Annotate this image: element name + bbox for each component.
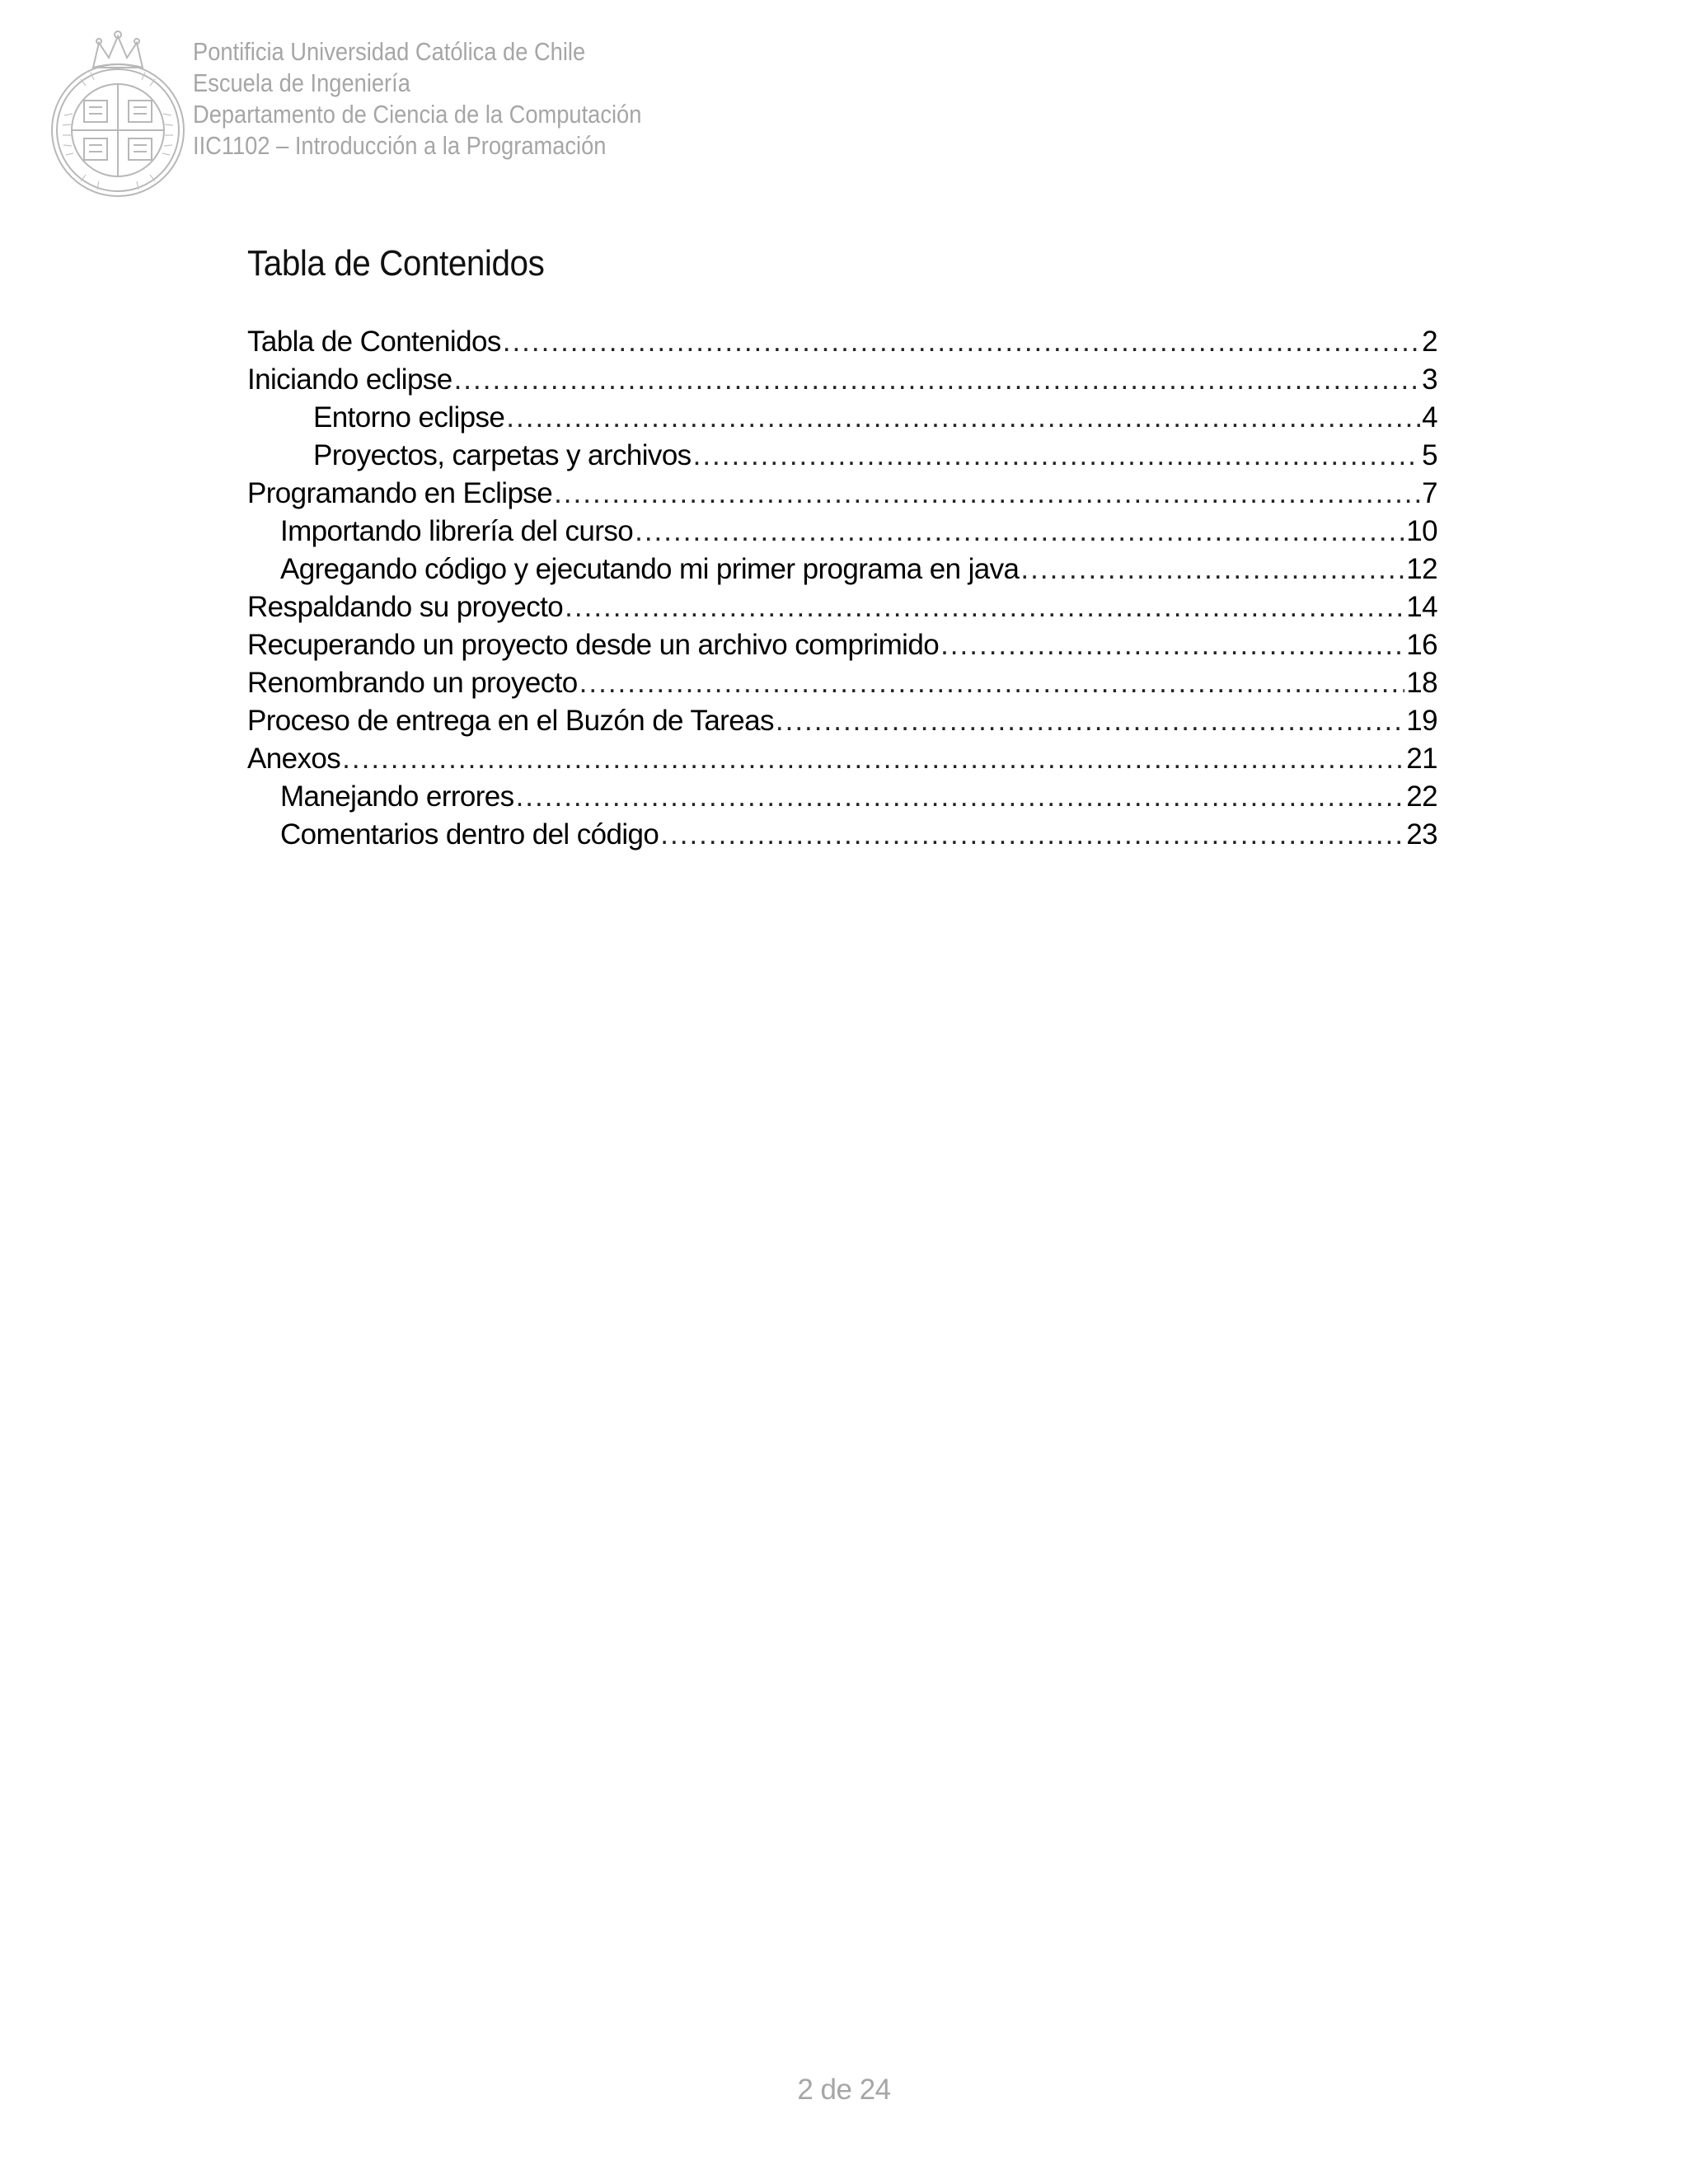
toc-leader-dots [693, 437, 1421, 475]
toc-entry[interactable] [247, 399, 1437, 437]
toc-entry-text: Respaldando su proyecto [247, 591, 564, 623]
toc-entry[interactable] [247, 778, 1437, 816]
toc-entry-page: 2 [1422, 326, 1437, 358]
toc-entry-page: 14 [1406, 591, 1437, 623]
toc-entry-text: Anexos [247, 743, 341, 775]
toc-entry[interactable] [247, 588, 1437, 626]
toc-entry[interactable] [247, 513, 1437, 551]
toc-entry-text: Entorno eclipse [313, 401, 505, 434]
toc-leader-dots [554, 475, 1420, 513]
toc-entry[interactable] [247, 702, 1437, 740]
header-school: Escuela de Ingeniería [193, 68, 410, 97]
header-university: Pontificia Universidad Católica de Chile [193, 37, 586, 66]
toc-leader-dots [579, 664, 1405, 702]
toc-leader-dots [516, 778, 1405, 816]
toc-entry-page: 19 [1406, 705, 1437, 737]
toc-entry[interactable] [247, 361, 1437, 399]
toc-entry[interactable] [247, 437, 1437, 475]
header-course: IIC1102 – Introducción a la Programación [193, 131, 607, 160]
toc-leader-dots [776, 702, 1404, 740]
toc-entry-page: 4 [1422, 401, 1437, 434]
table-of-contents [247, 323, 1437, 854]
toc-leader-dots [342, 740, 1404, 778]
toc-leader-dots [454, 361, 1421, 399]
toc-entry-text: Importando librería del curso [280, 515, 634, 547]
toc-leader-dots [506, 399, 1420, 437]
toc-leader-dots [940, 626, 1404, 664]
toc-entry-page: 10 [1406, 515, 1437, 547]
toc-entry[interactable] [247, 551, 1437, 588]
toc-entry-text: Recuperando un proyecto desde un archivo comprimido [247, 629, 940, 661]
toc-leader-dots [635, 513, 1404, 551]
toc-title: Tabla de Contenidos [247, 243, 545, 284]
page-number: 2 de 24 [797, 2074, 891, 2106]
toc-entry[interactable] [247, 323, 1437, 361]
toc-entry-page: 3 [1422, 363, 1437, 396]
toc-entry-text: Tabla de Contenidos [247, 326, 501, 358]
institution-header [193, 36, 641, 162]
toc-leader-dots [503, 323, 1420, 361]
toc-leader-dots [565, 588, 1404, 626]
toc-entry-page: 21 [1406, 743, 1437, 775]
toc-entry-page: 18 [1406, 667, 1437, 699]
toc-entry-page: 5 [1422, 439, 1437, 471]
university-seal-icon [48, 25, 188, 198]
toc-entry-page: 16 [1406, 629, 1437, 661]
toc-entry-page: 7 [1422, 477, 1437, 509]
toc-entry-text: Proceso de entrega en el Buzón de Tareas [247, 705, 774, 737]
toc-entry-text: Manejando errores [280, 780, 514, 813]
toc-entry[interactable] [247, 475, 1437, 513]
toc-leader-dots [1020, 551, 1404, 588]
toc-entry-text: Programando en Eclipse [247, 477, 553, 509]
toc-entry[interactable] [247, 740, 1437, 778]
toc-entry-page: 22 [1406, 780, 1437, 813]
toc-entry[interactable] [247, 664, 1437, 702]
toc-entry-text: Comentarios dentro del código [280, 818, 659, 851]
toc-leader-dots [660, 816, 1404, 854]
toc-entry-text: Iniciando eclipse [247, 363, 452, 396]
header-department: Departamento de Ciencia de la Computación [193, 100, 642, 129]
toc-entry[interactable] [247, 626, 1437, 664]
toc-entry-text: Renombrando un proyecto [247, 667, 578, 699]
toc-entry-text: Proyectos, carpetas y archivos [313, 439, 692, 471]
toc-entry-text: Agregando código y ejecutando mi primer programa en java [280, 553, 1020, 585]
toc-entry-page: 12 [1406, 553, 1437, 585]
toc-entry-page: 23 [1406, 818, 1437, 851]
toc-entry[interactable] [247, 816, 1437, 854]
